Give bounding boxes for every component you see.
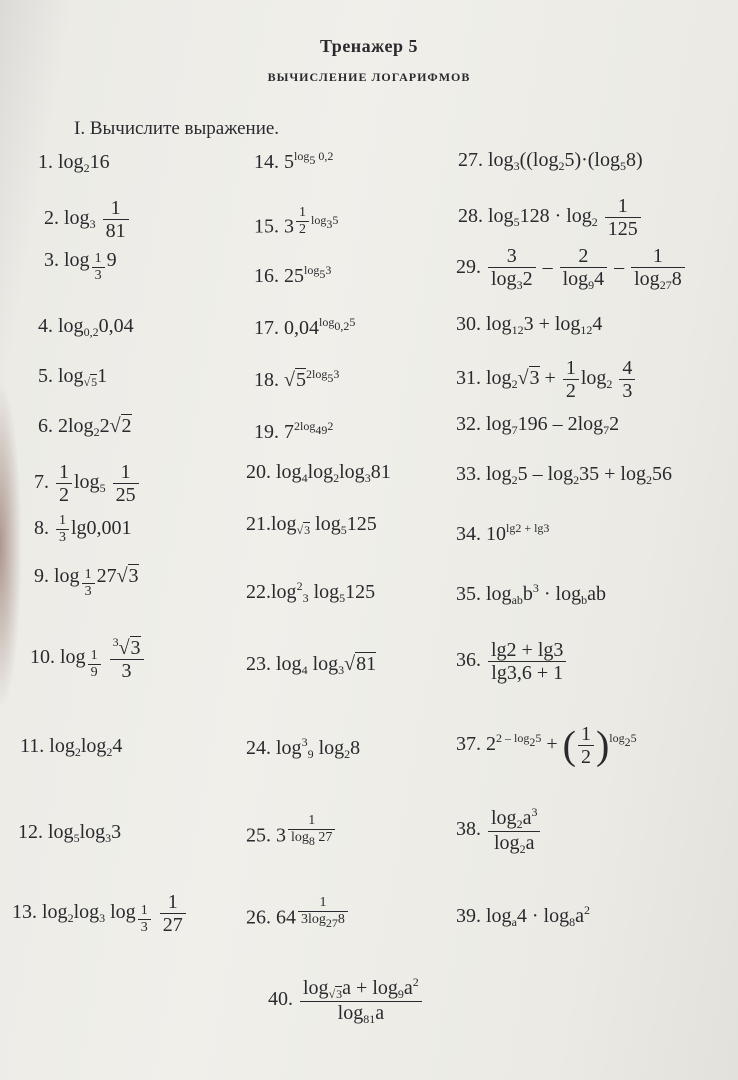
finger-shadow [0,380,22,710]
exercise-11: 11. $\log_2\log_24$ [20,735,123,759]
exercise-16: 16. $25^{log_53}$ [254,263,332,287]
section-heading: I. Вычислите выражение. [74,118,280,139]
exercise-17: 17. $0,04^{log_{0,2}5}$ [254,315,356,339]
exercise-22: $22.\log^2_3$ $\log_5125$ [246,579,376,605]
exercise-12: 12. $\log_5\log_33$ [18,821,122,845]
exercise-20: 20. $\log_4\log_2\log_381$ [246,461,391,485]
page-subtitle: ВЫЧИСЛЕНИЕ ЛОГАРИФМОВ [267,70,471,84]
exercise-36: 36. $\frac{\lg 2 + \lg 3}{\lg 3,6 + 1}$ [456,640,568,683]
exercise-15: 15. 3 $^{\frac{1}{2} log_35}$ [254,205,339,238]
exercise-5: 5. $\log_{√5}1$ [38,365,108,389]
exercise-26: 26. 64 $^{\frac{1}{3\log_{27}8}}$ [246,896,350,929]
exercise-7: 7. $\frac{1}{2}$ $\log_5$ $\frac{1}{25}$ [34,462,141,505]
page-title: Тренажер 5 [319,36,418,56]
exercise-31: 31. $\log_2√3$ + $\frac{1}{2}$ $\log_2$ $\frac{4}{3}$ [456,358,637,401]
exercise-18: 18. $√5^{2log_53}$ [254,367,340,391]
exercise-29: 29. $\frac{3}{\log_32}$ – $\frac{2}{\log_94}$ – $\frac{1}{\log_{27}8}$ [456,246,687,291]
exercise-33: 33. $\log_25 - \log_235 + \log_256$ [456,463,672,487]
exercise-35: 35. $\log_{ab}b^3 \cdot \log_bab$ [456,581,606,607]
exercise-13: 13. $\log_2\log_3$ log $_{\frac{1}{3}}$ $\frac{1}{27}$ [12,892,188,935]
exercise-6: 6. $2\log_22√2$ [38,415,132,439]
exercise-34: 34. $10^{lg2 + lg3}$ [456,521,550,545]
exercise-8: 8. $\frac{1}{3}$ lg0,001 [34,513,132,545]
exercise-10: 10. log $_{\frac{1}{9}}$ $\frac{^3√3}{3}$ [30,636,146,681]
exercise-21: $21.\log_{√3}$ $\log_5125$ [246,513,377,537]
exercise-37: 37. $2^{2 - log_25}$ + ( $\frac{1}{2}$ )$^{log_25}$ [456,722,637,768]
exercise-1: 1. $\log_216$ [38,151,110,175]
exercise-3: 3. log $_{\frac{1}{3}}$ 9 [44,249,117,283]
exercise-9: 9. log $_{\frac{1}{3}}$ 27√3 [34,565,139,599]
exercise-4: 4. $\log_{0,2}0,04$ [38,315,134,339]
exercise-23: 23. $\log_4 \log_3√81$ [246,653,377,677]
exercise-19: 19. $7^{2log_{49}2}$ [254,419,334,443]
exercise-40: 40. $\frac{\log_{√3}a + \log_9a^2}{\log_{81}a}$ [268,976,424,1025]
exercise-14: 14. $5^{log_5 0,2}$ [254,149,334,173]
exercise-28: 28. $\log_5128 \cdot \log_2$ $\frac{1}{125}$ [458,196,643,239]
exercise-30: 30. $\log_{12}3 + \log_{12}4$ [456,313,603,337]
exercise-32: 32. $\log_7196 - 2\log_72$ [456,413,620,437]
exercise-38: 38. $\frac{\log_2a^3}{\log_2a}$ [456,806,542,855]
exercise-25: 25. 3 $^{\frac{1}{\log_8 27}}$ [246,814,337,847]
exercise-24: 24. $\log^3_9 \log_28$ [246,735,361,761]
exercise-2: 2. $\log_3$ $\frac{1}{81}$ [44,198,131,241]
exercise-39: 39. $\log_a4 \cdot \log_8a^2$ [456,903,590,929]
exercise-27: 27. $\log_3((\log_25)\cdot(\log_58)$ [458,149,643,173]
